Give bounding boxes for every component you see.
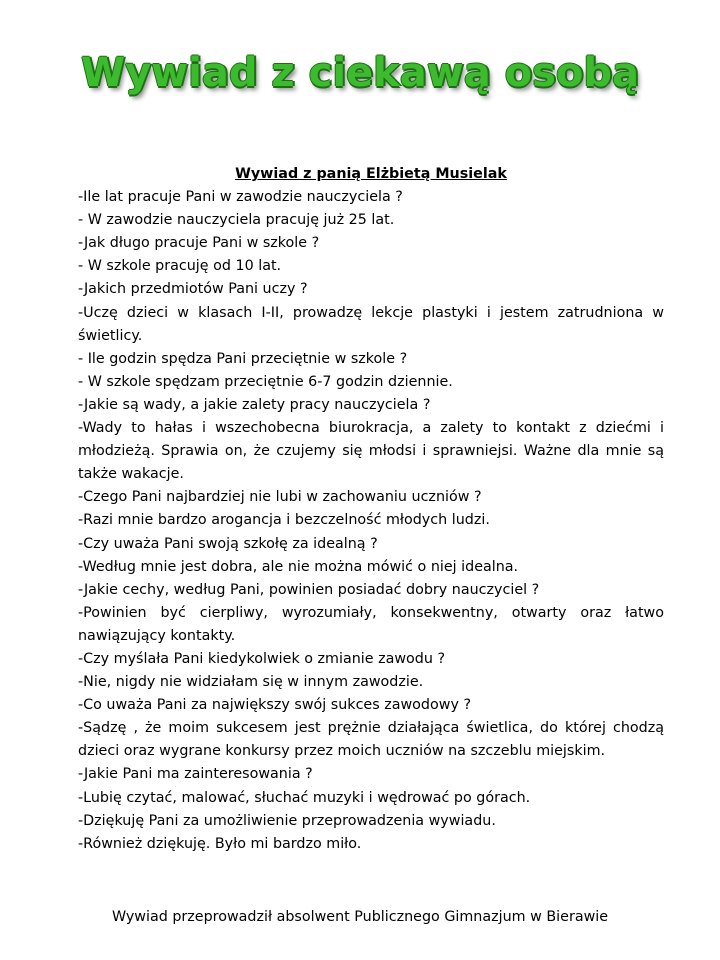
interview-line: -Razi mnie bardzo arogancja i bezczelność młodych ludzi. bbox=[78, 512, 490, 529]
interview-footer: Wywiad przeprowadził absolwent Publicznego Gimnazjum w Bierawie bbox=[111, 909, 609, 925]
interview-line: -Sądzę , że moim sukcesem jest prężnie działająca świetlica, do której chodzą dzieci oraz wygrane konkursy przez moich uczniów na szczeblu miejskim. bbox=[78, 720, 664, 760]
interview-line: - W zawodzie nauczyciela pracuję już 25 lat. bbox=[78, 212, 395, 229]
interview-line: -Czego Pani najbardziej nie lubi w zachowaniu uczniów ? bbox=[78, 489, 482, 506]
interview-line: - W szkole pracuję od 10 lat. bbox=[78, 258, 282, 275]
interview-line: - Ile godzin spędza Pani przeciętnie w szkole ? bbox=[78, 350, 408, 367]
page-title bbox=[0, 42, 720, 104]
interview-line: -Co uważa Pani za największy swój sukces zawodowy ? bbox=[78, 697, 472, 714]
interview-line: -Czy uważa Pani swoją szkołę za idealną ? bbox=[78, 535, 378, 552]
interview-line: -Jakich przedmiotów Pani uczy ? bbox=[78, 281, 308, 298]
interview-line: -Jakie Pani ma zainteresowania ? bbox=[78, 766, 313, 783]
interview-line: -Nie, nigdy nie widziałam się w innym zawodzie. bbox=[78, 674, 424, 691]
interview-line: -Dziękuję Pani za umożliwienie przeprowadzenia wywiadu. bbox=[78, 812, 496, 829]
interview-line: -Wady to hałas i wszechobecna biurokracja, a zalety to kontakt z dziećmi i młodzieżą. Sprawia on, że czujemy się młodsi i sprawniejsi. Ważne dla mnie są także wakacje. bbox=[78, 420, 664, 483]
interview-line: -Czy myślała Pani kiedykolwiek o zmianie zawodu ? bbox=[78, 650, 446, 667]
interview-line: -Powinien być cierpliwy, wyrozumiały, konsekwentny, otwarty oraz łatwo nawiązujący kontakty. bbox=[78, 604, 664, 644]
interview-line: -Według mnie jest dobra, ale nie można mówić o niej idealna. bbox=[78, 558, 519, 575]
interview-line: -Jakie są wady, a jakie zalety pracy nauczyciela ? bbox=[78, 396, 431, 413]
page-title-text: Wywiad z ciekawą osobą bbox=[80, 50, 640, 96]
interview-body bbox=[78, 163, 664, 856]
interview-line: -Jakie cechy, według Pani, powinien posiadać dobry nauczyciel ? bbox=[78, 581, 540, 598]
interview-subtitle: Wywiad z panią Elżbietą Musielak bbox=[235, 166, 507, 182]
interview-line: -Uczę dzieci w klasach I-II, prowadzę lekcje plastyki i jestem zatrudniona w świetlicy. bbox=[78, 304, 664, 344]
interview-line: -Ile lat pracuje Pani w zawodzie nauczyciela ? bbox=[78, 189, 403, 206]
interview-line: -Również dziękuję. Było mi bardzo miło. bbox=[78, 835, 362, 852]
interview-line: -Lubię czytać, malować, słuchać muzyki i wędrować po górach. bbox=[78, 789, 531, 806]
interview-line: -Jak długo pracuje Pani w szkole ? bbox=[78, 235, 320, 252]
interview-line: - W szkole spędzam przeciętnie 6-7 godzin dziennie. bbox=[78, 373, 453, 390]
